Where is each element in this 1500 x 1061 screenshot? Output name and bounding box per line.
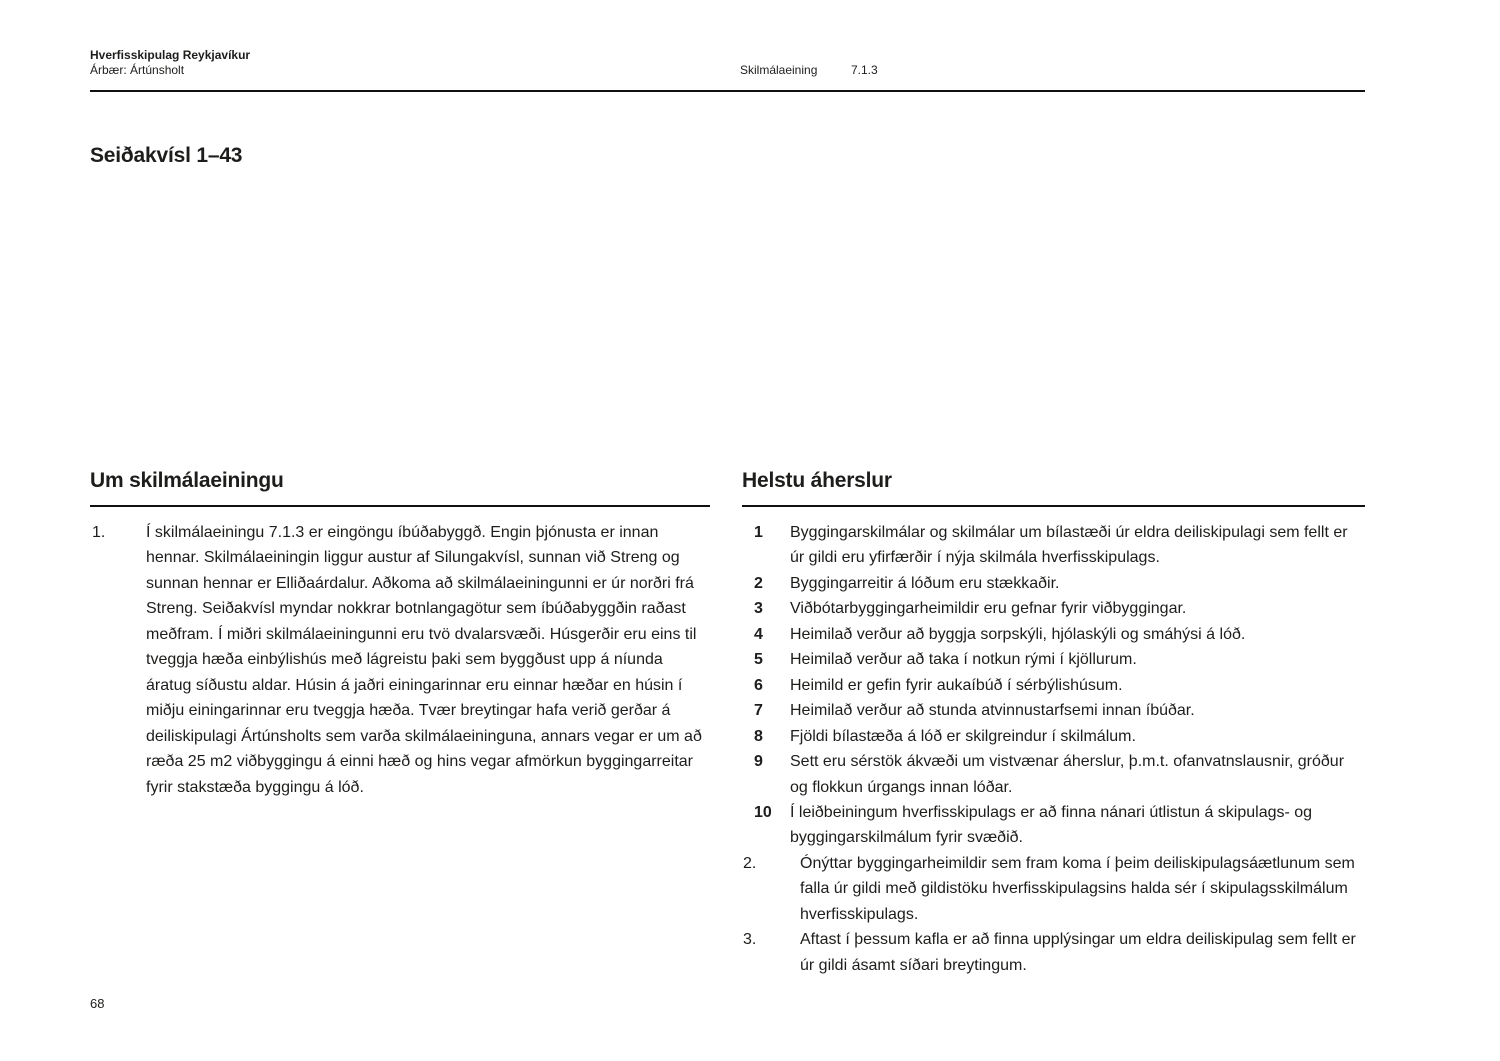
list-item-text: Heimild er gefin fyrir aukaíbúð í sérbýlishúsum. [790, 676, 1123, 694]
list-item-text: Heimilað verður að byggja sorpskýli, hjólaskýli og smáhýsi á lóð. [790, 625, 1246, 643]
list-item [742, 571, 1365, 596]
list-item-text: Heimilað verður að stunda atvinnustarfsemi innan íbúðar. [790, 702, 1195, 720]
list-item [742, 851, 1365, 927]
list-item-number: 10 [754, 803, 772, 821]
list-item-text: Í skilmálaeiningu 7.1.3 er eingöngu íbúðabyggð. Engin þjónusta er innan hennar. Skilmálaeiningin liggur austur af Silungakvísl, sunnan við Streng og sunnan hennar er Elliðaárdalur. Aðkoma að skilmálaeiningunni er úr norðri frá Streng. Seiðakvísl myndar nokkrar botnlangagötur sem íbúðabyggðin raðast meðfram. Í miðri skilmálaeiningunni eru tvö dvalarsvæði. Húsgerðir eru eins til tveggja hæða einbýlishús með lágreistu þaki sem byggðust upp á níunda áratug síðustu aldar. Húsin á jaðri einingarinnar eru einnar hæðar en húsin í miðju einingarinnar eru tveggja hæða. Tvær breytingar hafa verið gerðar á deiliskipulagi Ártúnsholts sem varða skilmálaeininguna, annars vegar er um að ræða 25 m2 viðbyggingu á einni hæð og hins vegar afmörkun byggingarreitar fyrir stakstæða byggingu á lóð. [146, 524, 702, 796]
list-item-number: 1. [92, 524, 106, 541]
list-item [742, 724, 1365, 749]
about-unit-heading: Um skilmálaeiningu [90, 468, 710, 507]
list-item-text: Viðbótarbyggingarheimildir eru gefnar fyrir viðbyggingar. [790, 600, 1187, 618]
list-item [742, 520, 1365, 571]
section-title: Seiðakvísl 1–43 [90, 144, 243, 167]
list-item-number: 8 [754, 727, 763, 745]
list-item-number: 6 [754, 676, 763, 694]
list-item-text: Ónýttar byggingarheimildir sem fram koma í þeim deiliskipulagsáætlunum sem falla úr gildi með gildistöku hverfisskipulagsins halda sér í skipulagsskilmálum hverfisskipulags. [800, 854, 1355, 923]
list-item [742, 749, 1365, 800]
list-item [742, 622, 1365, 647]
list-item-number: 3 [754, 600, 763, 618]
about-unit-list [90, 520, 710, 800]
list-item-number: 1 [754, 524, 763, 541]
list-item-number: 7 [754, 702, 763, 720]
list-item-text: Heimilað verður að taka í notkun rými í kjöllurum. [790, 651, 1137, 669]
list-item-text: Byggingarskilmálar og skilmálar um bílastæði úr eldra deiliskipulagi sem fellt er úr gildi eru yfirfærðir í nýja skilmála hverfisskipulags. [790, 524, 1348, 567]
list-item [742, 698, 1365, 723]
highlights-list [742, 520, 1365, 978]
document-title: Hverfisskipulag Reykjavíkur [90, 48, 251, 62]
list-item-number: 9 [754, 753, 763, 771]
list-item [742, 927, 1365, 978]
list-item-text: Sett eru sérstök ákvæði um vistvænar áherslur, þ.m.t. ofanvatnslausnir, gróður og flokkun úrgangs innan lóðar. [790, 753, 1345, 796]
list-item-text: Fjöldi bílastæða á lóð er skilgreindur í skilmálum. [790, 727, 1136, 745]
list-item-text: Byggingarreitir á lóðum eru stækkaðir. [790, 574, 1060, 592]
unit-number: 7.1.3 [851, 63, 878, 77]
list-item [90, 520, 710, 800]
unit-type-label: Skilmálaeining [740, 63, 818, 77]
page-number: 68 [90, 996, 105, 1011]
highlights-section [742, 468, 1365, 978]
list-item-number: 2. [743, 854, 757, 872]
highlights-heading: Helstu áherslur [742, 468, 1365, 507]
list-item-text: Í leiðbeiningum hverfisskipulags er að finna nánari útlistun á skipulags- og byggingarskilmálum fyrir svæðið. [790, 803, 1313, 847]
list-item [742, 647, 1365, 672]
page-header [90, 48, 1365, 92]
list-item-number: 5 [754, 651, 763, 669]
about-unit-section [90, 468, 710, 978]
list-item [742, 800, 1365, 851]
list-item-number: 2 [754, 574, 763, 592]
content-columns [90, 468, 1365, 978]
document-subtitle: Árbær: Ártúnsholt [90, 63, 185, 77]
list-item-number: 4 [754, 625, 763, 643]
list-item-text: Aftast í þessum kafla er að finna upplýsingar um eldra deiliskipulag sem fellt er úr gildi ásamt síðari breytingum. [800, 931, 1356, 974]
list-item [742, 596, 1365, 621]
list-item [742, 673, 1365, 698]
list-item-number: 3. [743, 931, 757, 949]
